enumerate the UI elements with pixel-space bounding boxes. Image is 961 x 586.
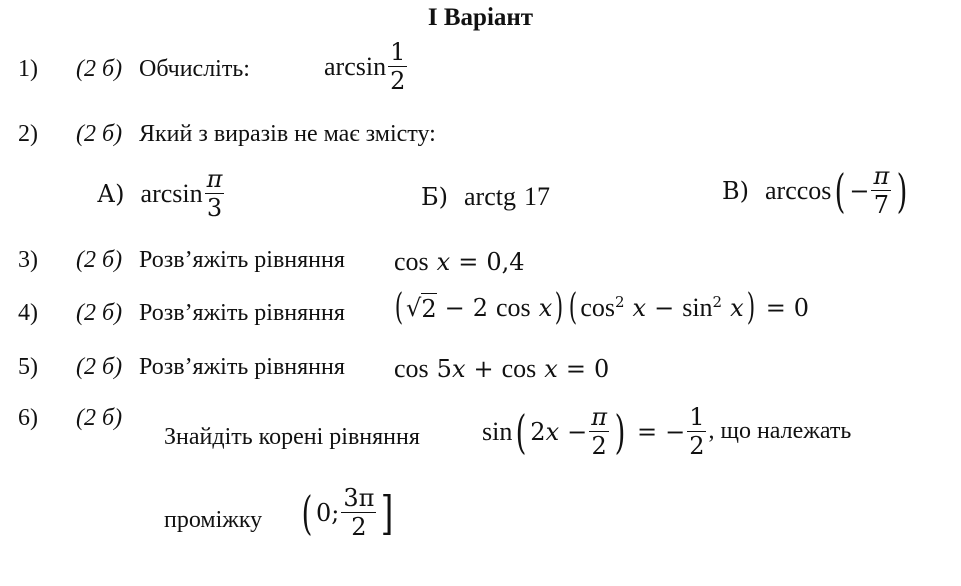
fraction: $\frac{\pi}{7}$: [873, 162, 890, 219]
interval-expression: ( 0; $\frac{3\pi}{2}$ ]: [301, 484, 394, 541]
fraction: $\frac{\pi}{3}$: [206, 165, 223, 222]
option-c: В) arccos ( − $\frac{\pi}{7}$ ): [722, 162, 908, 219]
page-title: I Варіант: [427, 4, 534, 31]
task-6-expression: sin ( 2 x − $\frac{\pi}{2}$ ) = − $\frac{1}{2}$ , що належать: [482, 403, 852, 460]
task-number: 2): [18, 121, 38, 147]
task-1-expression: arcsin $\frac{1}{2}$: [324, 38, 406, 95]
task-text: Розв’яжіть рівняння: [139, 354, 345, 380]
task-points: (2 б): [76, 247, 123, 273]
fraction: $\frac{1}{2}$: [689, 403, 705, 460]
task-number: 1): [18, 56, 38, 82]
task-4-expression: ( √ 2 − 2 cos x ) ( cos $^2$ x − sin $^2$ x ) = 0: [394, 287, 810, 328]
option-b: Б) arctg 17: [421, 182, 550, 211]
task-points: (2 б): [76, 300, 123, 326]
task-number: 6): [18, 405, 38, 431]
task-points: (2 б): [76, 121, 123, 147]
task-points: (2 б): [76, 354, 123, 380]
task-text-line2: проміжку: [164, 507, 263, 533]
task-text: Розв’яжіть рівняння: [139, 300, 345, 326]
option-a: А) arcsin $\frac{\pi}{3}$: [97, 165, 223, 222]
task-number: 4): [18, 300, 38, 326]
task-5-expression: cos 5 x + cos x = 0: [394, 354, 610, 383]
fraction: $\frac{\pi}{2}$: [591, 403, 608, 460]
task-text: Розв’яжіть рівняння: [139, 247, 345, 273]
task-3-expression: cos x = 0,4: [394, 247, 525, 276]
task-number: 5): [18, 354, 38, 380]
task-points: (2 б): [76, 405, 123, 431]
fraction: $\frac{1}{2}$: [390, 38, 406, 95]
task-points: (2 б): [76, 56, 123, 82]
task-text: Знайдіть корені рівняння: [164, 424, 420, 450]
sqrt-icon: √: [406, 294, 422, 322]
task-number: 3): [18, 247, 38, 273]
task-text: Який з виразів не має змісту:: [139, 121, 436, 147]
fraction: $\frac{3\pi}{2}$: [343, 484, 375, 541]
task-text: Обчисліть:: [139, 56, 250, 82]
